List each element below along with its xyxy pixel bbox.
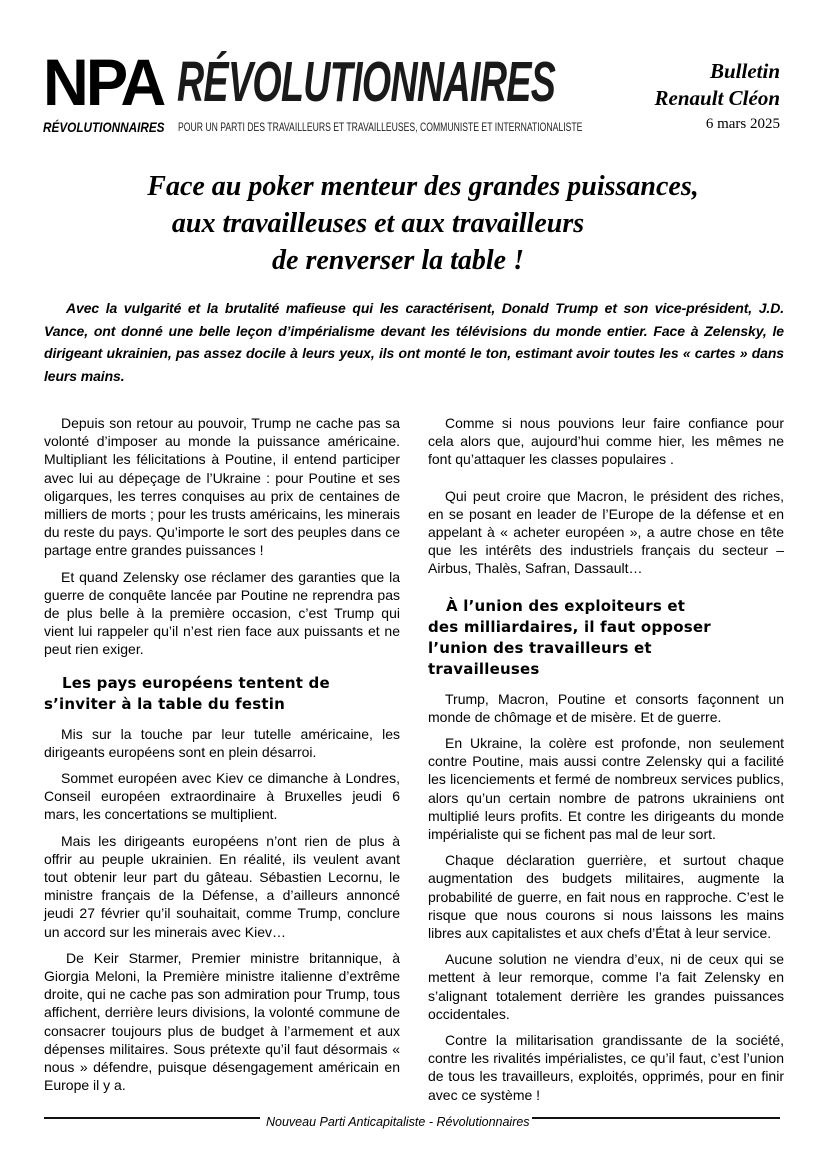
lead-paragraph: Avec la vulgarité et la brutalité mafieuse qui les caractérisent, Donald Trump et son vice-président, J.D. Vance, ont donné une belle leçon d’impérialisme devant les télévisions du monde entier. Face à Zelensky, le dirigeant ukrainien, pas assez docile à leurs yeux, ils ont monté le ton, estimant avoir toutes les « cartes » dans leurs mains. [44, 300, 784, 384]
paragraph: Sommet européen avec Kiev ce dimanche à Londres, Conseil européen extraordinaire à Bruxelles jeudi 6 mars, les concertations se multiplient. [44, 770, 400, 823]
paragraph: Trump, Macron, Poutine et consorts façonnent un monde de chômage et de misère. Et de guerre. [428, 690, 784, 725]
article-column-left [44, 414, 400, 1103]
title-line-2: aux travailleuses et aux travailleurs [171, 208, 585, 239]
paragraph: Contre la militarisation grandissante de la société, contre les rivalités impérialistes, ce qu’il faut, c’est l’union de tous les travailleurs, exploités, opprimés, pour en finir avec ce système ! [428, 1032, 784, 1103]
paragraph: Chaque déclaration guerrière, et surtout chaque augmentation des budgets militaires, augmente la probabilité de guerre, en fait nous en rapproche. C’est le risque que nous courons si nous laissons les mains libres aux capitalistes et aux chefs d’État à leur service. [428, 852, 784, 942]
logo-revolutionnaires-subtitle: RÉVOLUTIONNAIRES [43, 119, 165, 135]
footer-text: Nouveau Parti Anticapitaliste - Révolutionnaires [266, 1115, 530, 1129]
page-title [60, 168, 766, 279]
bulletin-info [655, 58, 780, 136]
section-heading-union: À l’union des exploiteurs et des milliardaires, il faut opposer l’union des travailleurs et travailleuses [428, 596, 711, 678]
footer-divider-right [532, 1117, 780, 1119]
paragraph: Comme si nous pouvions leur faire confiance pour cela alors que, aujourd’hui comme hier, les mêmes ne font qu’attaquer les classes populaires . [428, 415, 784, 468]
paragraph: Qui peut croire que Macron, le président des riches, en se posant en leader de l’Europe de la défense et en appelant à « acheter européen », a autre chose en tête que les intérêts des industriels français du secteur – Airbus, Thalès, Safran, Dassault… [428, 487, 784, 577]
section-heading-europe: Les pays européens tentent de s’inviter à la table du festin [44, 673, 330, 713]
page-footer [44, 1110, 780, 1129]
masthead-logo [43, 45, 643, 137]
paragraph: De Keir Starmer, Premier ministre britannique, à Giorgia Meloni, la Première ministre italienne d’extrême droite, qui ne cache pas son admiration pour Trump, tous affichent, derrière leurs divisions, la volonté commune de consacrer toujours plus de budget à l’armement et aux dépenses militaires. Sous prétexte qu’il faut désormais « nous » défendre, puisque désengagement américain en Europe il y a. [44, 949, 400, 1094]
paragraph: En Ukraine, la colère est profonde, non seulement contre Poutine, mais aussi contre Zelensky qui a facilité les licenciements et fermé de nombreux services publics, alors qu’un certain nombre de patrons ukrainiens ont multiplié leurs profits. Et contre les dirigeants du monde impérialiste qui se fichent pas mal de leur sort. [428, 735, 784, 843]
bulletin-date: 6 mars 2025 [705, 116, 780, 132]
paragraph: Et quand Zelensky ose réclamer des garanties que la guerre de conquête lancée par Poutine ne reprendra pas de plus belle à la première occasion, c’est Trump qui vient lui rappeler qu’il n’est rien face aux puissants et ne peut rien exiger. [44, 568, 400, 658]
article-column-right [428, 414, 784, 1112]
paragraph: Mis sur la touche par leur tutelle américaine, les dirigeants européens sont en plein désarroi. [44, 725, 400, 760]
logo-npa: NPA [43, 45, 164, 119]
logo-revolutionnaires-title: RÉVOLUTIONNAIRES [177, 50, 556, 114]
paragraph: Depuis son retour au pouvoir, Trump ne cache pas sa volonté d’imposer au monde la puissance américaine. Multipliant les félicitations à Poutine, il entend participer avec lui au dépeçage de l’Ukraine : pour Poutine et ses oligarques, les terres conquises au prix de centaines de milliers de morts ; pour les trusts américains, les minerais du reste du pays. Qu’importe le sort des peuples dans ce partage entre grandes puissances ! [44, 415, 400, 559]
party-tagline: POUR UN PARTI DES TRAVAILLEURS ET TRAVAILLEUSES, COMMUNISTE ET INTERNATIONALISTE [178, 120, 583, 134]
paragraph: Mais les dirigeants européens n’ont rien de plus à offrir au peuple ukrainien. En réalité, ils veulent avant tout obtenir leur part du gâteau. Sébastien Lecornu, le ministre français de la Défense, a d’ailleurs annoncé jeudi 27 février qu’il souhaitait, comme Trump, conclure un accord sur les minerais avec Kiev… [44, 832, 400, 940]
title-line-1: Face au poker menteur des grandes puissances, [147, 171, 699, 202]
bulletin-site: Renault Cléon [654, 86, 780, 110]
paragraph: Aucune solution ne viendra d’eux, ni de ceux qui se mettent à leur remorque, comme l’a fait Zelensky en s’alignant totalement derrière les grandes puissances occidentales. [428, 951, 784, 1022]
title-line-3: de renverser la table ! [272, 245, 524, 276]
footer-divider-left [44, 1117, 260, 1119]
bulletin-label: Bulletin [709, 59, 780, 83]
